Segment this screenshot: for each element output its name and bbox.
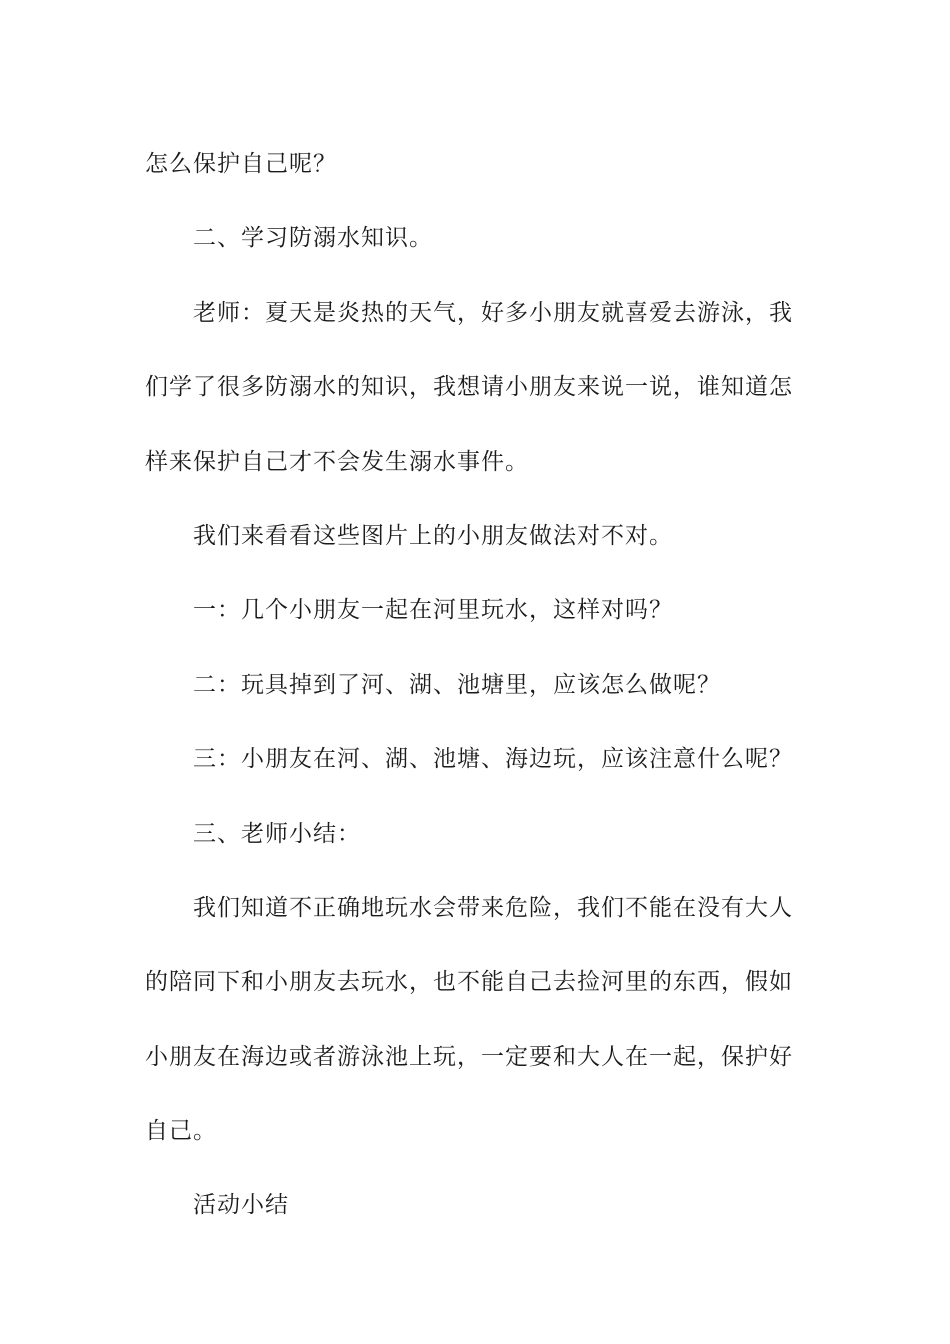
paragraph-line: 们学了很多防溺水的知识，我想请小朋友来说一说，谁知道怎 — [145, 374, 793, 401]
paragraph-line: 样来保护自己才不会发生溺水事件。 — [145, 448, 529, 475]
paragraph-line: 我们知道不正确地玩水会带来危险，我们不能在没有大人 — [193, 894, 793, 921]
paragraph-line: 我们来看看这些图片上的小朋友做法对不对。 — [193, 522, 673, 549]
paragraph-line: 小朋友在海边或者游泳池上玩，一定要和大人在一起，保护好 — [145, 1043, 793, 1070]
paragraph-line: 老师：夏天是炎热的天气，好多小朋友就喜爱去游泳，我 — [193, 299, 793, 326]
document-body — [145, 127, 805, 1243]
paragraph-line: 的陪同下和小朋友去玩水，也不能自己去捡河里的东西，假如 — [145, 969, 793, 996]
list-item: 三：小朋友在河、湖、池塘、海边玩，应该注意什么呢？ — [193, 746, 793, 773]
section-heading: 三、老师小结： — [193, 820, 361, 847]
list-item: 一：几个小朋友一起在河里玩水，这样对吗？ — [193, 597, 673, 624]
list-item: 二：玩具掉到了河、湖、池塘里，应该怎么做呢？ — [193, 671, 721, 698]
paragraph-line: 自己。 — [145, 1118, 217, 1145]
section-heading: 二、学习防溺水知识。 — [193, 225, 433, 252]
paragraph-line: 怎么保护自己呢？ — [145, 151, 337, 177]
section-heading: 活动小结 — [193, 1192, 289, 1219]
